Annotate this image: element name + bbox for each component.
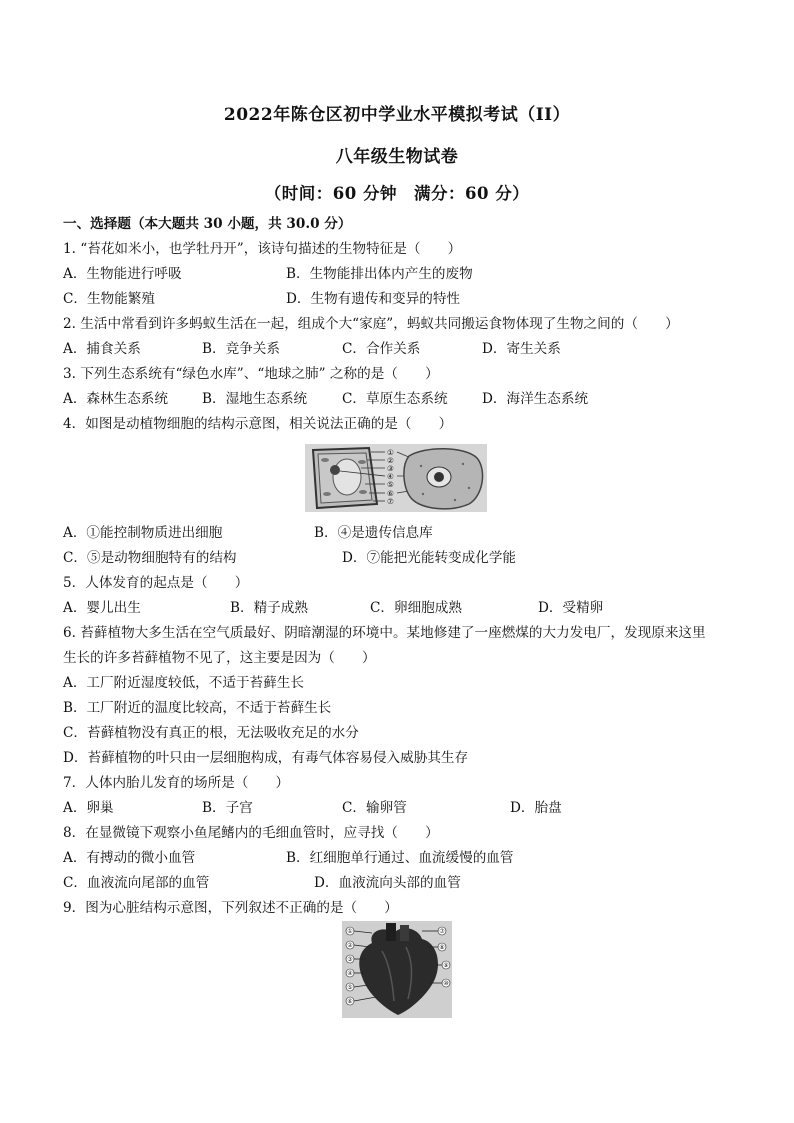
- cell-structure-figure: [305, 444, 487, 512]
- exam-title: 2022年陈仓区初中学业水平模拟考试（II）: [223, 105, 571, 125]
- heart-label-10: ⑩: [443, 980, 449, 987]
- question-6-option-c: C．苔藓植物没有真正的根，无法吸收充足的水分: [63, 725, 359, 741]
- cell-label-2: ②: [387, 456, 394, 465]
- question-7-option-b: B．子宫: [202, 800, 253, 816]
- cell-label-7: ⑦: [387, 497, 394, 506]
- cell-label-3: ③: [387, 464, 394, 473]
- exam-time-score: （时间：60 分钟 满分：60 分）: [264, 184, 530, 203]
- heart-label-2: ②: [347, 942, 353, 949]
- question-2-option-a: A．捕食关系: [63, 341, 141, 357]
- question-8-option-b: B．红细胞单行通过、血流缓慢的血管: [286, 850, 514, 866]
- question-5-option-b: B．精子成熟: [230, 600, 308, 616]
- question-5-stem: 5．人体发育的起点是（ ）: [63, 575, 249, 591]
- question-4-stem: 4．如图是动植物细胞的结构示意图，相关说法正确的是（ ）: [63, 416, 453, 432]
- question-6-stem: 6. 苔藓植物大多生活在空气质最好、阴暗潮湿的环境中。某地修建了一座燃煤的大力发电厂，发现原来这里: [63, 625, 706, 641]
- question-3-stem: 3. 下列生态系统有“绿色水库”、“地球之肺” 之称的是（ ）: [63, 366, 439, 382]
- question-7-option-d: D．胎盘: [510, 800, 562, 816]
- question-2-option-c: C．合作关系: [342, 341, 421, 357]
- cell-label-6: ⑥: [387, 489, 394, 498]
- question-4-option-b: B．④是遗传信息库: [314, 525, 433, 541]
- question-6-option-b: B．工厂附近的温度比较高，不适于苔藓生长: [63, 700, 332, 716]
- question-5-option-d: D．受精卵: [538, 600, 604, 616]
- question-1-option-a: A．生物能进行呼吸: [63, 266, 182, 282]
- question-3-option-a: A．森林生态系统: [63, 391, 168, 407]
- question-4-option-d: D．⑦能把光能转变成化学能: [342, 550, 517, 566]
- heart-label-8: ⑧: [439, 944, 445, 951]
- question-1-option-c: C．生物能繁殖: [63, 291, 155, 307]
- question-8-option-d: D．血液流向头部的血管: [314, 875, 461, 891]
- question-5-option-a: A．婴儿出生: [63, 600, 141, 616]
- question-6-option-a: A．工厂附近湿度较低，不适于苔藓生长: [63, 675, 304, 691]
- question-8-option-a: A．有搏动的微小血管: [63, 850, 196, 866]
- question-6-stem-cont: 生长的许多苔藓植物不见了，这主要是因为（ ）: [63, 650, 376, 666]
- question-7-option-c: C．输卵管: [342, 800, 407, 816]
- cell-label-4: ④: [387, 472, 394, 481]
- question-8-stem: 8．在显微镜下观察小鱼尾鳍内的毛细血管时，应寻找（ ）: [63, 825, 439, 841]
- question-4-option-a: A．①能控制物质进出细胞: [63, 525, 223, 541]
- question-3-option-b: B．湿地生态系统: [202, 391, 308, 407]
- exam-subtitle: 八年级生物试卷: [335, 147, 459, 167]
- question-3-option-c: C．草原生态系统: [342, 391, 448, 407]
- heart-label-7: ⑦: [439, 928, 445, 935]
- question-1-option-d: D．生物有遗传和变异的特性: [286, 291, 461, 307]
- heart-label-9: ⑨: [443, 962, 449, 969]
- question-9-stem: 9．图为心脏结构示意图，下列叙述不正确的是（ ）: [63, 900, 398, 916]
- question-2-option-d: D．寄生关系: [482, 341, 561, 357]
- section-heading: 一、选择题（本大题共 30 小题，共 30.0 分）: [63, 216, 352, 232]
- cell-label-5: ⑤: [387, 480, 394, 489]
- heart-label-6: ⑥: [347, 998, 353, 1005]
- heart-label-1: ①: [347, 928, 353, 935]
- question-2-option-b: B．竞争关系: [202, 341, 280, 357]
- question-6-option-d: D．苔藓植物的叶只由一层细胞构成，有毒气体容易侵入威胁其生存: [63, 750, 469, 766]
- heart-structure-figure: [342, 921, 452, 1018]
- heart-diagram-svg: [342, 921, 452, 1018]
- question-7-stem: 7．人体内胎儿发育的场所是（ ）: [63, 775, 290, 791]
- question-1-stem: 1. “苔花如米小，也学牡丹开”，该诗句描述的生物特征是（ ）: [63, 241, 462, 257]
- heart-label-4: ④: [347, 970, 353, 977]
- question-5-option-c: C．卵细胞成熟: [370, 600, 462, 616]
- question-1-option-b: B．生物能排出体内产生的废物: [286, 266, 473, 282]
- cell-diagram-svg: [305, 444, 487, 512]
- question-2-stem: 2. 生活中常看到许多蚂蚁生活在一起，组成个大“家庭”，蚂蚁共同搬运食物体现了生物之间的（ ）: [63, 316, 679, 332]
- heart-label-3: ③: [347, 956, 353, 963]
- question-3-option-d: D．海洋生态系统: [482, 391, 589, 407]
- cell-label-1: ①: [387, 448, 394, 457]
- heart-label-5: ⑤: [347, 984, 353, 991]
- question-7-option-a: A．卵巢: [63, 800, 114, 816]
- question-4-option-c: C．⑤是动物细胞特有的结构: [63, 550, 237, 566]
- question-8-option-c: C．血液流向尾部的血管: [63, 875, 210, 891]
